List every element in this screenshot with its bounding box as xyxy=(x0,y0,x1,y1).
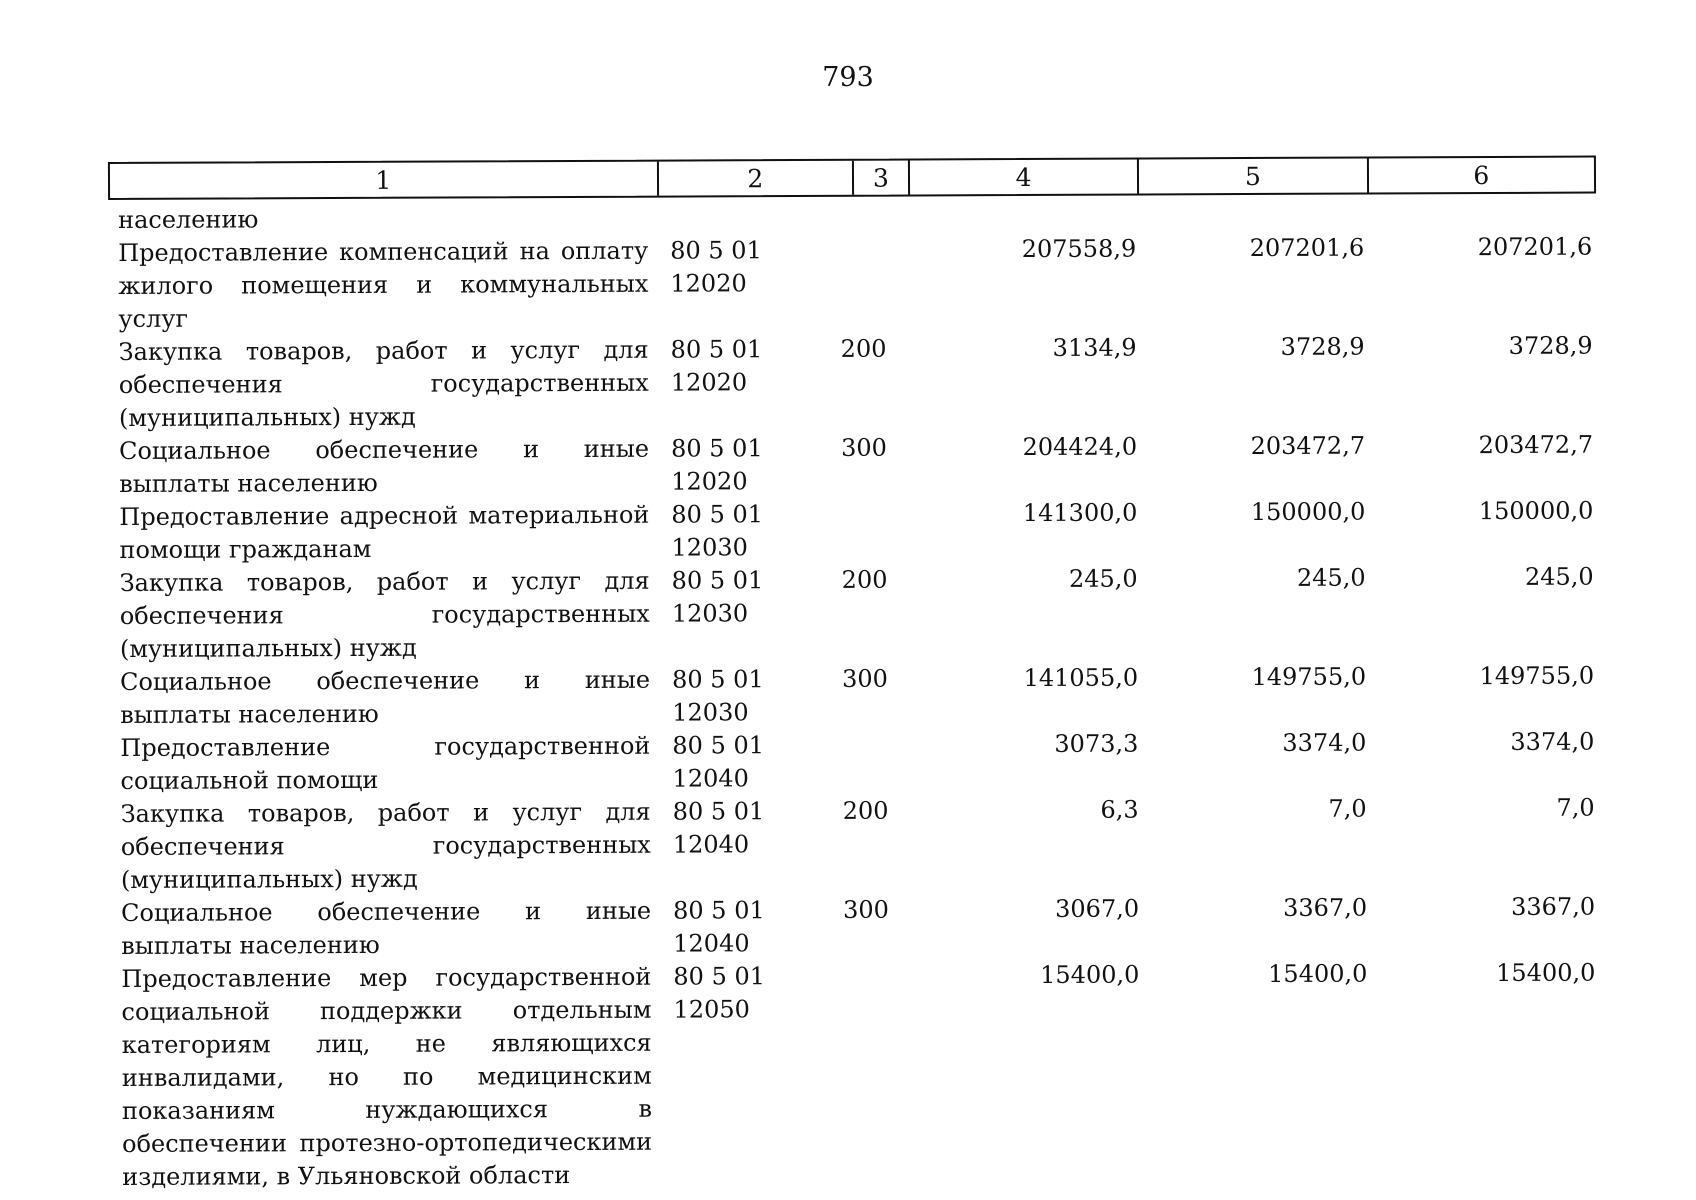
row-value-4: 3067,0 xyxy=(1055,894,1140,923)
row-name: Социальное обеспечение и иные выплаты населению xyxy=(119,434,650,498)
row-value-6: 3728,9 xyxy=(1508,331,1593,360)
row-value-6: 3367,0 xyxy=(1511,892,1596,921)
table-header xyxy=(108,156,1596,200)
table-row xyxy=(118,231,1598,336)
row-name: Предоставление адресной материальной помощи гражданам xyxy=(119,500,650,564)
carry-over-text: населению xyxy=(118,205,259,234)
row-name: Предоставление компенсаций на оплату жилого помещения и коммунальных услуг xyxy=(118,236,649,333)
row-value-6: 203472,7 xyxy=(1478,430,1594,460)
header-col-1: 1 xyxy=(110,162,659,198)
row-value-5: 245,0 xyxy=(1296,563,1366,592)
row-code: 80 5 01 12040 xyxy=(673,896,765,958)
row-name: Предоставление мер государственной социальной поддержки отдельным категориям лиц, не являющихся инвалидами, но по медицинским показаниям нуждающихся в обеспечении протезно-ортопедическими изделиями, в Ульяновской области xyxy=(121,962,653,1191)
row-value-6: 15400,0 xyxy=(1496,958,1596,987)
row-value-6: 207201,6 xyxy=(1477,232,1593,262)
row-name: Социальное обеспечение и иные выплаты населению xyxy=(121,896,652,960)
row-value-6: 3374,0 xyxy=(1510,727,1595,756)
row-value-4: 204424,0 xyxy=(1022,432,1138,462)
row-name: Закупка товаров, работ и услуг для обеспечения государственных (муниципальных) нужд xyxy=(120,797,651,894)
table-row xyxy=(119,429,1599,501)
row-type: 300 xyxy=(841,433,887,462)
row-type: 200 xyxy=(842,796,889,825)
row-value-4: 207558,9 xyxy=(1021,234,1137,264)
page-number: 793 xyxy=(822,62,874,93)
table-row xyxy=(119,495,1599,567)
row-value-4: 15400,0 xyxy=(1040,960,1140,989)
row-value-4: 245,0 xyxy=(1068,564,1138,593)
header-col-5: 5 xyxy=(1139,158,1369,193)
row-value-5: 3374,0 xyxy=(1282,728,1367,757)
row-code: 80 5 01 12020 xyxy=(670,335,763,397)
row-value-4: 141300,0 xyxy=(1022,498,1138,528)
header-col-3: 3 xyxy=(854,161,910,195)
table-row xyxy=(121,957,1602,1194)
row-value-5: 3367,0 xyxy=(1283,893,1368,922)
row-name: Предоставление государственной социальной помощи xyxy=(120,731,651,795)
table-row xyxy=(120,726,1600,798)
row-name: Закупка товаров, работ и услуг для обеспечения государственных (муниципальных) нужд xyxy=(119,566,650,663)
row-name: Закупка товаров, работ и услуг для обеспечения государственных (муниципальных) нужд xyxy=(118,335,649,432)
row-value-5: 15400,0 xyxy=(1268,959,1368,988)
row-value-6: 150000,0 xyxy=(1478,496,1594,526)
row-value-4: 6,3 xyxy=(1100,795,1139,824)
table-row xyxy=(120,660,1600,732)
row-value-4: 3134,9 xyxy=(1052,333,1137,362)
row-value-5: 207201,6 xyxy=(1249,233,1365,263)
row-value-5: 150000,0 xyxy=(1250,497,1366,527)
row-code: 80 5 01 12030 xyxy=(671,566,764,628)
table-row xyxy=(120,561,1600,666)
row-value-6: 245,0 xyxy=(1524,562,1594,591)
row-code: 80 5 01 12020 xyxy=(671,434,763,496)
row-code: 80 5 01 12050 xyxy=(673,962,766,1024)
row-type: 200 xyxy=(840,334,887,363)
row-type: 200 xyxy=(841,565,888,594)
row-name: Социальное обеспечение и иные выплаты населению xyxy=(120,665,651,729)
row-value-4: 3073,3 xyxy=(1054,729,1139,758)
header-col-2: 2 xyxy=(658,161,854,196)
row-code: 80 5 01 12030 xyxy=(672,665,764,727)
table-row xyxy=(121,792,1601,897)
row-value-6: 7,0 xyxy=(1556,793,1595,822)
table-row xyxy=(119,330,1599,435)
row-code: 80 5 01 12040 xyxy=(672,731,765,793)
header-col-6: 6 xyxy=(1473,160,1490,190)
row-value-5: 203472,7 xyxy=(1250,431,1366,461)
row-code: 80 5 01 12040 xyxy=(672,797,765,859)
row-value-5: 7,0 xyxy=(1328,794,1367,823)
row-type: 300 xyxy=(842,664,888,693)
row-value-5: 149755,0 xyxy=(1251,662,1367,692)
row-value-6: 149755,0 xyxy=(1479,661,1595,691)
row-code: 80 5 01 12020 xyxy=(670,236,762,298)
row-value-4: 141055,0 xyxy=(1023,663,1139,693)
header-col-4: 4 xyxy=(910,160,1140,195)
row-value-5: 3728,9 xyxy=(1280,332,1365,361)
row-type: 300 xyxy=(843,895,889,924)
table-body xyxy=(118,198,1602,1194)
table-row xyxy=(121,891,1601,963)
row-code: 80 5 01 12030 xyxy=(671,500,764,562)
